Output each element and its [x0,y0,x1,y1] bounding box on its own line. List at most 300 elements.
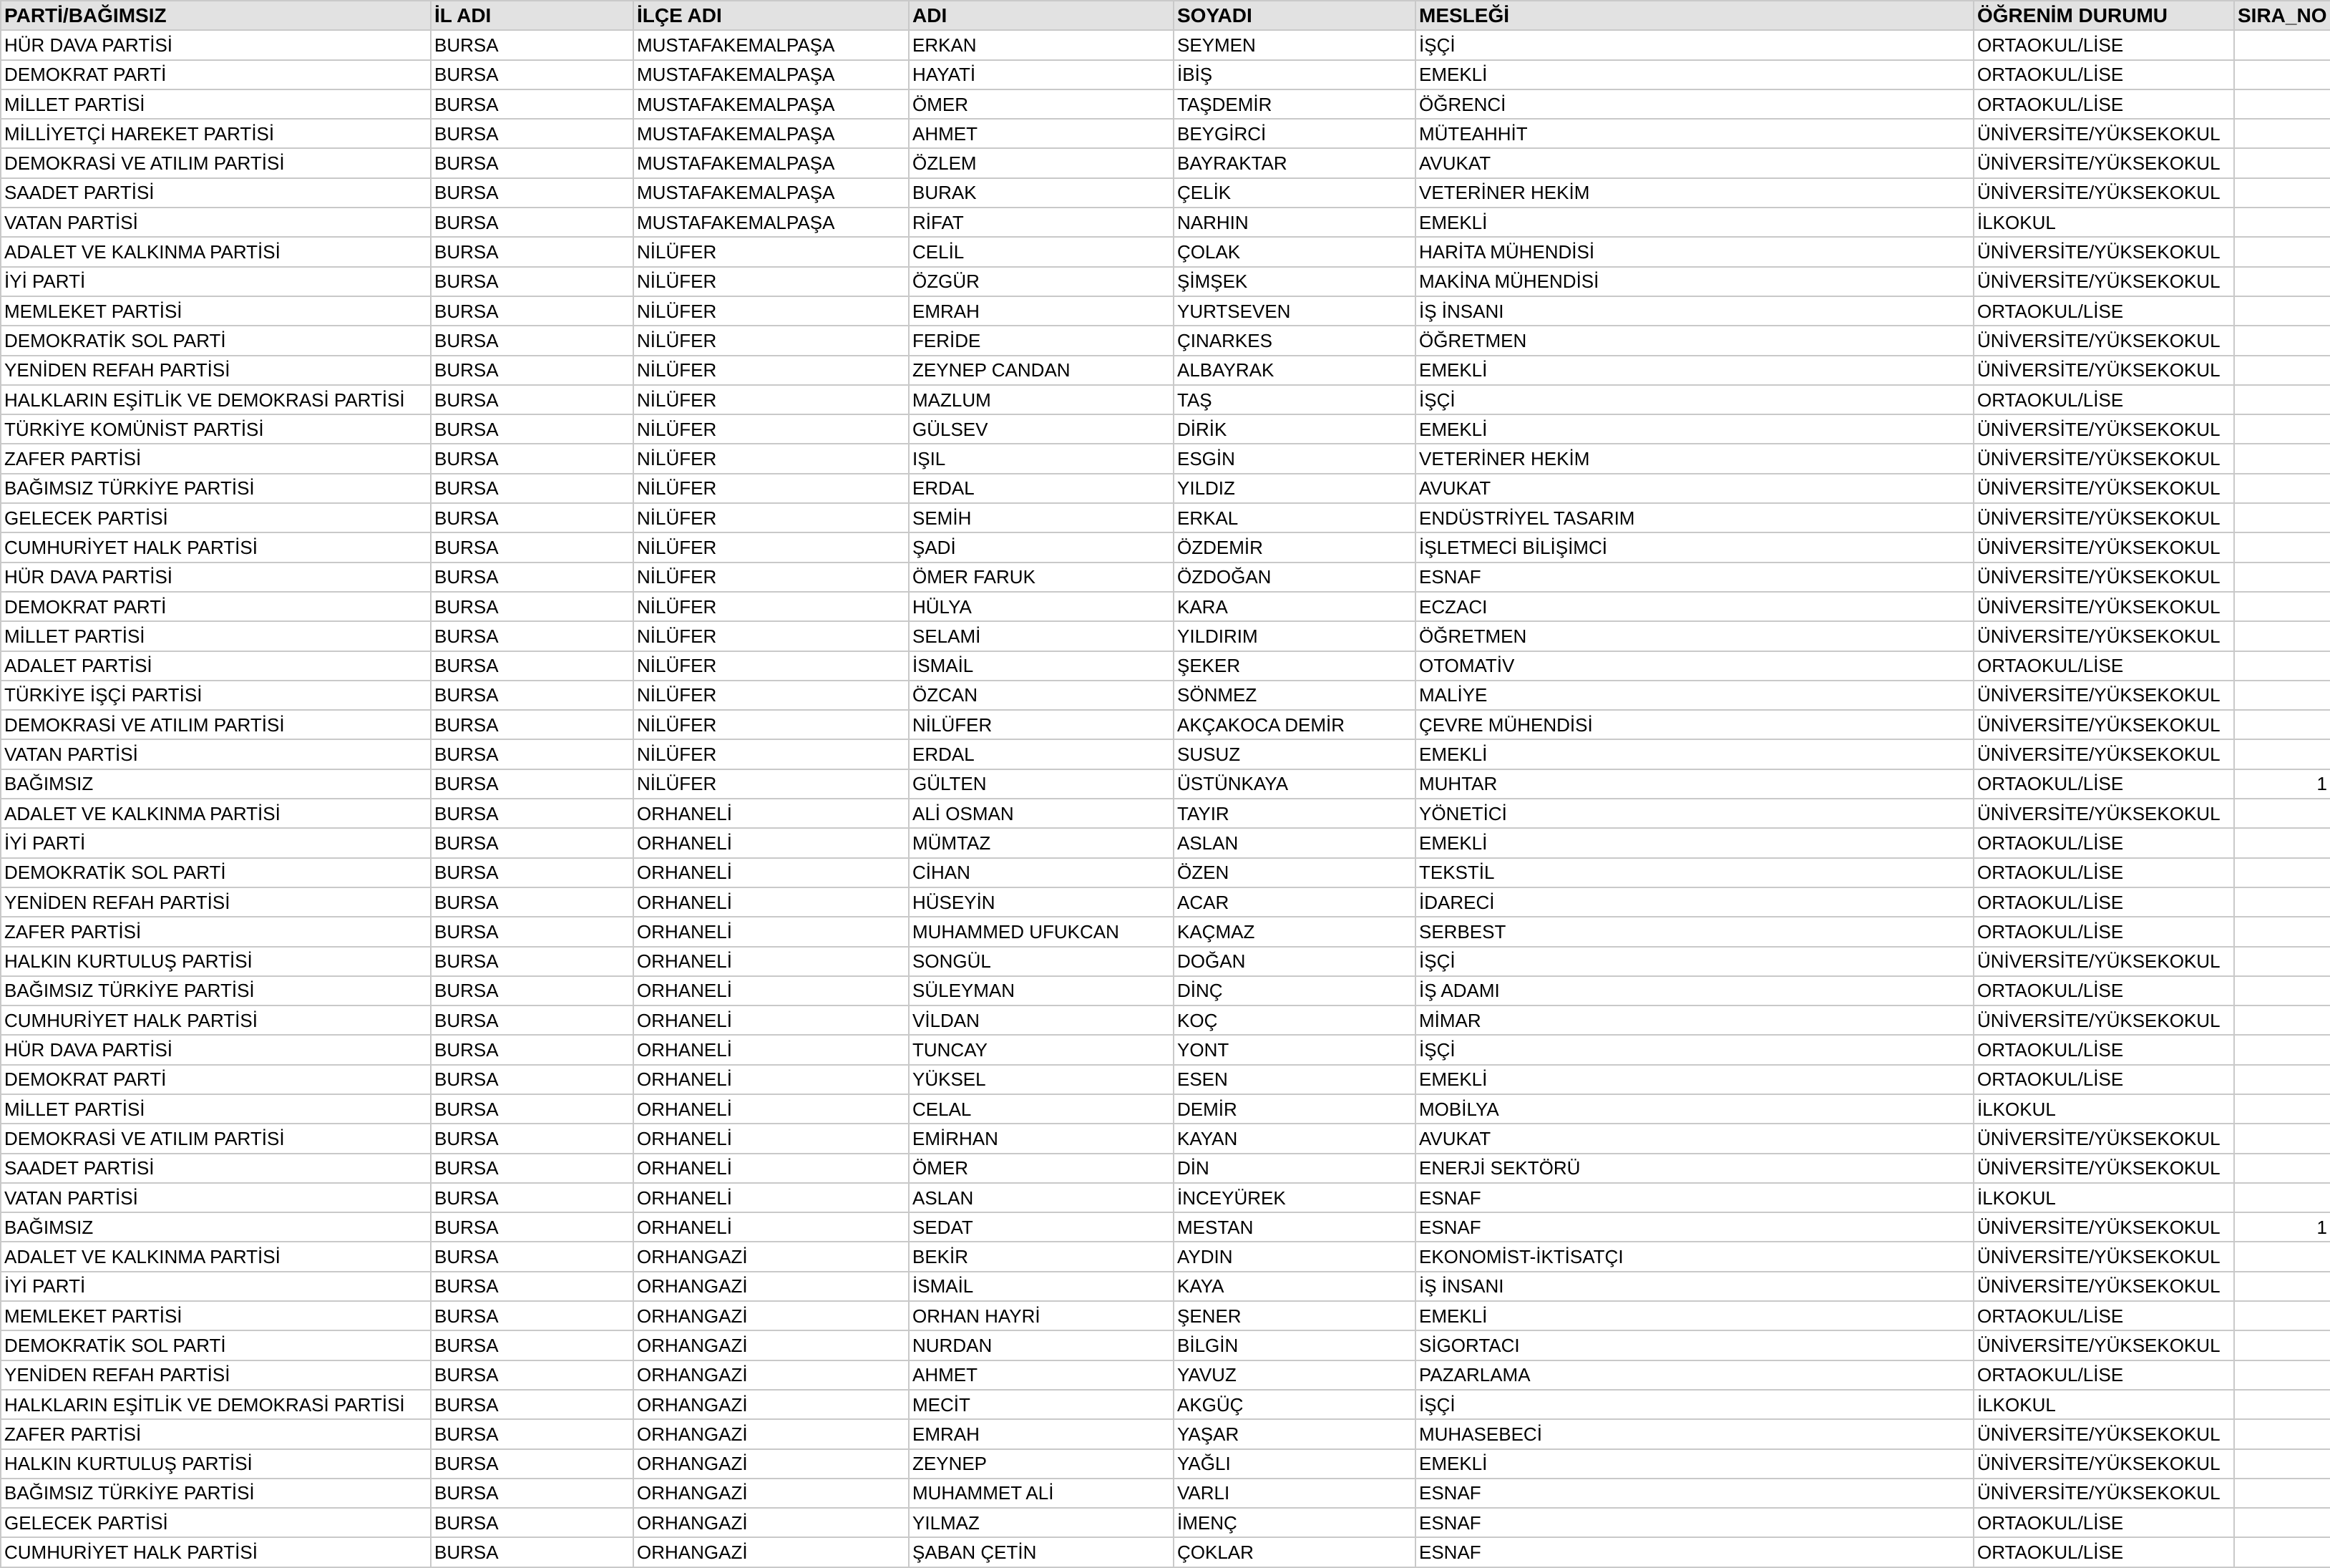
cell-party[interactable]: İYİ PARTİ [1,267,431,296]
cell-province[interactable]: BURSA [431,739,633,769]
cell-district[interactable]: ORHANGAZİ [633,1242,909,1271]
cell-education[interactable]: ORTAOKUL/LİSE [1974,1301,2234,1330]
cell-party[interactable]: MEMLEKET PARTİSİ [1,1301,431,1330]
cell-order-no[interactable] [2234,563,2330,592]
header-profession[interactable]: MESLEĞİ [1415,1,1974,30]
cell-education[interactable]: ORTAOKUL/LİSE [1974,1508,2234,1537]
header-party[interactable]: PARTİ/BAĞIMSIZ [1,1,431,30]
cell-party[interactable]: VATAN PARTİSİ [1,1183,431,1212]
cell-last-name[interactable]: NARHIN [1174,208,1415,237]
cell-first-name[interactable]: HÜLYA [909,592,1174,621]
cell-last-name[interactable]: AKGÜÇ [1174,1390,1415,1419]
cell-order-no[interactable] [2234,1094,2330,1124]
cell-province[interactable]: BURSA [431,681,633,710]
cell-order-no[interactable] [2234,385,2330,414]
cell-province[interactable]: BURSA [431,1094,633,1124]
cell-profession[interactable]: İŞÇİ [1415,947,1974,976]
cell-last-name[interactable]: YONT [1174,1035,1415,1064]
cell-last-name[interactable]: KAYAN [1174,1124,1415,1153]
cell-profession[interactable]: MÜTEAHHİT [1415,119,1974,148]
header-last-name[interactable]: SOYADI [1174,1,1415,30]
cell-profession[interactable]: EMEKLİ [1415,208,1974,237]
cell-party[interactable]: MEMLEKET PARTİSİ [1,296,431,326]
cell-education[interactable]: ÜNİVERSİTE/YÜKSEKOKUL [1974,148,2234,177]
cell-first-name[interactable]: ASLAN [909,1183,1174,1212]
cell-party[interactable]: BAĞIMSIZ [1,769,431,799]
cell-profession[interactable]: EMEKLİ [1415,60,1974,89]
cell-province[interactable]: BURSA [431,296,633,326]
cell-province[interactable]: BURSA [431,237,633,266]
cell-education[interactable]: İLKOKUL [1974,1390,2234,1419]
cell-last-name[interactable]: KAYA [1174,1272,1415,1301]
cell-last-name[interactable]: DİRİK [1174,414,1415,444]
cell-profession[interactable]: MUHTAR [1415,769,1974,799]
cell-order-no[interactable] [2234,858,2330,887]
cell-district[interactable]: ORHANGAZİ [633,1419,909,1448]
cell-profession[interactable]: İŞÇİ [1415,385,1974,414]
cell-district[interactable]: ORHANGAZİ [633,1301,909,1330]
cell-province[interactable]: BURSA [431,651,633,681]
cell-last-name[interactable]: DİN [1174,1154,1415,1183]
header-district[interactable]: İLÇE ADI [633,1,909,30]
cell-last-name[interactable]: ALBAYRAK [1174,356,1415,385]
cell-party[interactable]: CUMHURİYET HALK PARTİSİ [1,1005,431,1035]
header-first-name[interactable]: ADI [909,1,1174,30]
cell-order-no[interactable] [2234,710,2330,739]
cell-party[interactable]: HALKLARIN EŞİTLİK VE DEMOKRASİ PARTİSİ [1,385,431,414]
cell-province[interactable]: BURSA [431,563,633,592]
cell-district[interactable]: NİLÜFER [633,651,909,681]
cell-district[interactable]: ORHANELİ [633,1094,909,1124]
cell-province[interactable]: BURSA [431,1330,633,1360]
cell-last-name[interactable]: SEYMEN [1174,30,1415,59]
cell-education[interactable]: ÜNİVERSİTE/YÜKSEKOKUL [1974,621,2234,651]
cell-district[interactable]: ORHANELİ [633,1005,909,1035]
cell-education[interactable]: ÜNİVERSİTE/YÜKSEKOKUL [1974,1212,2234,1242]
cell-order-no[interactable] [2234,1390,2330,1419]
cell-first-name[interactable]: GÜLSEV [909,414,1174,444]
cell-order-no[interactable]: 1 [2234,769,2330,799]
cell-education[interactable]: ÜNİVERSİTE/YÜKSEKOKUL [1974,1449,2234,1479]
cell-education[interactable]: ÜNİVERSİTE/YÜKSEKOKUL [1974,1124,2234,1153]
cell-order-no[interactable] [2234,503,2330,532]
cell-province[interactable]: BURSA [431,178,633,208]
cell-district[interactable]: NİLÜFER [633,267,909,296]
cell-profession[interactable]: VETERİNER HEKİM [1415,178,1974,208]
cell-district[interactable]: ORHANELİ [633,1035,909,1064]
cell-profession[interactable]: ESNAF [1415,1508,1974,1537]
cell-education[interactable]: ORTAOKUL/LİSE [1974,1537,2234,1567]
cell-party[interactable]: TÜRKİYE KOMÜNİST PARTİSİ [1,414,431,444]
cell-first-name[interactable]: YILMAZ [909,1508,1174,1537]
cell-province[interactable]: BURSA [431,976,633,1005]
cell-order-no[interactable] [2234,799,2330,828]
cell-district[interactable]: ORHANELİ [633,917,909,946]
cell-order-no[interactable] [2234,681,2330,710]
cell-party[interactable]: BAĞIMSIZ TÜRKİYE PARTİSİ [1,1479,431,1508]
cell-province[interactable]: BURSA [431,1005,633,1035]
cell-party[interactable]: VATAN PARTİSİ [1,208,431,237]
cell-last-name[interactable]: ÇINARKES [1174,326,1415,355]
cell-first-name[interactable]: TUNCAY [909,1035,1174,1064]
cell-first-name[interactable]: HAYATİ [909,60,1174,89]
cell-first-name[interactable]: AHMET [909,1360,1174,1390]
cell-education[interactable]: ÜNİVERSİTE/YÜKSEKOKUL [1974,326,2234,355]
cell-education[interactable]: ORTAOKUL/LİSE [1974,858,2234,887]
cell-first-name[interactable]: ÖZLEM [909,148,1174,177]
cell-party[interactable]: YENİDEN REFAH PARTİSİ [1,887,431,917]
cell-province[interactable]: BURSA [431,1508,633,1537]
cell-district[interactable]: ORHANELİ [633,947,909,976]
cell-profession[interactable]: İŞ ADAMI [1415,976,1974,1005]
cell-order-no[interactable] [2234,60,2330,89]
cell-profession[interactable]: MAKİNA MÜHENDİSİ [1415,267,1974,296]
cell-party[interactable]: HALKLARIN EŞİTLİK VE DEMOKRASİ PARTİSİ [1,1390,431,1419]
cell-first-name[interactable]: NURDAN [909,1330,1174,1360]
cell-education[interactable]: ORTAOKUL/LİSE [1974,769,2234,799]
cell-district[interactable]: NİLÜFER [633,326,909,355]
cell-education[interactable]: ÜNİVERSİTE/YÜKSEKOKUL [1974,1272,2234,1301]
cell-first-name[interactable]: CELİL [909,237,1174,266]
cell-last-name[interactable]: KOÇ [1174,1005,1415,1035]
cell-party[interactable]: GELECEK PARTİSİ [1,503,431,532]
cell-province[interactable]: BURSA [431,1390,633,1419]
cell-party[interactable]: ZAFER PARTİSİ [1,917,431,946]
cell-first-name[interactable]: MUHAMMET ALİ [909,1479,1174,1508]
header-education[interactable]: ÖĞRENİM DURUMU [1974,1,2234,30]
cell-profession[interactable]: AVUKAT [1415,1124,1974,1153]
cell-party[interactable]: MİLLET PARTİSİ [1,89,431,119]
cell-profession[interactable]: ECZACI [1415,592,1974,621]
cell-education[interactable]: ÜNİVERSİTE/YÜKSEKOKUL [1974,1154,2234,1183]
cell-first-name[interactable]: VİLDAN [909,1005,1174,1035]
cell-profession[interactable]: HARİTA MÜHENDİSİ [1415,237,1974,266]
cell-first-name[interactable]: ÖZCAN [909,681,1174,710]
cell-first-name[interactable]: İSMAİL [909,1272,1174,1301]
cell-province[interactable]: BURSA [431,917,633,946]
cell-district[interactable]: NİLÜFER [633,414,909,444]
cell-first-name[interactable]: ZEYNEP CANDAN [909,356,1174,385]
cell-first-name[interactable]: ŞABAN ÇETİN [909,1537,1174,1567]
cell-first-name[interactable]: ŞADİ [909,532,1174,562]
cell-last-name[interactable]: ÜSTÜNKAYA [1174,769,1415,799]
cell-district[interactable]: MUSTAFAKEMALPAŞA [633,89,909,119]
cell-party[interactable]: YENİDEN REFAH PARTİSİ [1,1360,431,1390]
cell-first-name[interactable]: ÖMER FARUK [909,563,1174,592]
cell-order-no[interactable] [2234,1242,2330,1271]
cell-order-no[interactable] [2234,30,2330,59]
cell-last-name[interactable]: YILDIRIM [1174,621,1415,651]
cell-party[interactable]: BAĞIMSIZ [1,1212,431,1242]
cell-party[interactable]: ADALET VE KALKINMA PARTİSİ [1,237,431,266]
cell-order-no[interactable] [2234,1301,2330,1330]
cell-district[interactable]: NİLÜFER [633,621,909,651]
cell-order-no[interactable] [2234,1360,2330,1390]
cell-last-name[interactable]: KAÇMAZ [1174,917,1415,946]
cell-district[interactable]: NİLÜFER [633,503,909,532]
cell-order-no[interactable] [2234,1065,2330,1094]
cell-last-name[interactable]: BİLGİN [1174,1330,1415,1360]
cell-first-name[interactable]: İSMAİL [909,651,1174,681]
cell-profession[interactable]: İŞ İNSANI [1415,1272,1974,1301]
cell-profession[interactable]: MALİYE [1415,681,1974,710]
cell-party[interactable]: YENİDEN REFAH PARTİSİ [1,356,431,385]
cell-education[interactable]: ÜNİVERSİTE/YÜKSEKOKUL [1974,503,2234,532]
cell-first-name[interactable]: ORHAN HAYRİ [909,1301,1174,1330]
header-province[interactable]: İL ADI [431,1,633,30]
cell-province[interactable]: BURSA [431,30,633,59]
cell-profession[interactable]: YÖNETİCİ [1415,799,1974,828]
cell-first-name[interactable]: ERDAL [909,739,1174,769]
cell-province[interactable]: BURSA [431,858,633,887]
cell-district[interactable]: MUSTAFAKEMALPAŞA [633,178,909,208]
cell-education[interactable]: ÜNİVERSİTE/YÜKSEKOKUL [1974,444,2234,473]
cell-last-name[interactable]: KARA [1174,592,1415,621]
cell-order-no[interactable] [2234,917,2330,946]
cell-education[interactable]: ORTAOKUL/LİSE [1974,60,2234,89]
cell-last-name[interactable]: YAĞLI [1174,1449,1415,1479]
cell-education[interactable]: ÜNİVERSİTE/YÜKSEKOKUL [1974,1005,2234,1035]
cell-district[interactable]: MUSTAFAKEMALPAŞA [633,148,909,177]
cell-first-name[interactable]: BURAK [909,178,1174,208]
cell-profession[interactable]: EMEKLİ [1415,1301,1974,1330]
cell-order-no[interactable] [2234,976,2330,1005]
cell-district[interactable]: ORHANELİ [633,976,909,1005]
cell-last-name[interactable]: BAYRAKTAR [1174,148,1415,177]
cell-order-no[interactable] [2234,947,2330,976]
cell-profession[interactable]: PAZARLAMA [1415,1360,1974,1390]
cell-profession[interactable]: İŞÇİ [1415,30,1974,59]
cell-first-name[interactable]: ÖMER [909,1154,1174,1183]
cell-last-name[interactable]: VARLI [1174,1479,1415,1508]
cell-education[interactable]: ÜNİVERSİTE/YÜKSEKOKUL [1974,947,2234,976]
cell-province[interactable]: BURSA [431,208,633,237]
cell-profession[interactable]: EMEKLİ [1415,1449,1974,1479]
cell-order-no[interactable] [2234,1419,2330,1448]
cell-education[interactable]: ORTAOKUL/LİSE [1974,828,2234,857]
cell-first-name[interactable]: EMRAH [909,296,1174,326]
cell-province[interactable]: BURSA [431,89,633,119]
cell-last-name[interactable]: İBİŞ [1174,60,1415,89]
cell-first-name[interactable]: HÜSEYİN [909,887,1174,917]
cell-profession[interactable]: ÖĞRENCİ [1415,89,1974,119]
cell-order-no[interactable] [2234,148,2330,177]
cell-party[interactable]: GELECEK PARTİSİ [1,1508,431,1537]
cell-province[interactable]: BURSA [431,474,633,503]
cell-province[interactable]: BURSA [431,1301,633,1330]
cell-order-no[interactable] [2234,651,2330,681]
cell-district[interactable]: NİLÜFER [633,739,909,769]
cell-education[interactable]: ORTAOKUL/LİSE [1974,89,2234,119]
cell-last-name[interactable]: YAŞAR [1174,1419,1415,1448]
cell-profession[interactable]: EMEKLİ [1415,356,1974,385]
cell-last-name[interactable]: İNCEYÜREK [1174,1183,1415,1212]
cell-first-name[interactable]: MAZLUM [909,385,1174,414]
cell-first-name[interactable]: SÜLEYMAN [909,976,1174,1005]
cell-province[interactable]: BURSA [431,1419,633,1448]
cell-district[interactable]: NİLÜFER [633,532,909,562]
cell-province[interactable]: BURSA [431,1272,633,1301]
cell-party[interactable]: DEMOKRATİK SOL PARTİ [1,1330,431,1360]
cell-profession[interactable]: MUHASEBECİ [1415,1419,1974,1448]
cell-province[interactable]: BURSA [431,1065,633,1094]
cell-district[interactable]: ORHANGAZİ [633,1449,909,1479]
cell-order-no[interactable] [2234,356,2330,385]
cell-education[interactable]: ÜNİVERSİTE/YÜKSEKOKUL [1974,532,2234,562]
cell-last-name[interactable]: ŞİMŞEK [1174,267,1415,296]
cell-profession[interactable]: SİGORTACI [1415,1330,1974,1360]
cell-district[interactable]: MUSTAFAKEMALPAŞA [633,30,909,59]
cell-district[interactable]: ORHANELİ [633,887,909,917]
cell-profession[interactable]: ÇEVRE MÜHENDİSİ [1415,710,1974,739]
cell-profession[interactable]: AVUKAT [1415,474,1974,503]
cell-party[interactable]: BAĞIMSIZ TÜRKİYE PARTİSİ [1,976,431,1005]
cell-province[interactable]: BURSA [431,1449,633,1479]
cell-province[interactable]: BURSA [431,444,633,473]
cell-party[interactable]: BAĞIMSIZ TÜRKİYE PARTİSİ [1,474,431,503]
cell-district[interactable]: ORHANGAZİ [633,1360,909,1390]
cell-party[interactable]: TÜRKİYE İŞÇİ PARTİSİ [1,681,431,710]
cell-district[interactable]: ORHANGAZİ [633,1272,909,1301]
cell-party[interactable]: DEMOKRAT PARTİ [1,1065,431,1094]
cell-education[interactable]: ÜNİVERSİTE/YÜKSEKOKUL [1974,1242,2234,1271]
cell-education[interactable]: ÜNİVERSİTE/YÜKSEKOKUL [1974,1330,2234,1360]
cell-education[interactable]: ORTAOKUL/LİSE [1974,30,2234,59]
cell-last-name[interactable]: DEMİR [1174,1094,1415,1124]
cell-education[interactable]: ÜNİVERSİTE/YÜKSEKOKUL [1974,1419,2234,1448]
cell-order-no[interactable] [2234,89,2330,119]
cell-party[interactable]: ADALET VE KALKINMA PARTİSİ [1,1242,431,1271]
cell-district[interactable]: ORHANGAZİ [633,1390,909,1419]
cell-order-no[interactable] [2234,887,2330,917]
cell-district[interactable]: NİLÜFER [633,710,909,739]
cell-profession[interactable]: ESNAF [1415,1479,1974,1508]
cell-party[interactable]: VATAN PARTİSİ [1,739,431,769]
cell-profession[interactable]: İŞÇİ [1415,1390,1974,1419]
cell-profession[interactable]: EMEKLİ [1415,1065,1974,1094]
cell-order-no[interactable] [2234,592,2330,621]
cell-last-name[interactable]: SUSUZ [1174,739,1415,769]
cell-district[interactable]: ORHANELİ [633,1183,909,1212]
cell-last-name[interactable]: SÖNMEZ [1174,681,1415,710]
cell-first-name[interactable]: ERKAN [909,30,1174,59]
cell-education[interactable]: ÜNİVERSİTE/YÜKSEKOKUL [1974,356,2234,385]
cell-first-name[interactable]: CELAL [909,1094,1174,1124]
cell-profession[interactable]: ÖĞRETMEN [1415,621,1974,651]
cell-order-no[interactable] [2234,326,2330,355]
cell-last-name[interactable]: ÇOKLAR [1174,1537,1415,1567]
cell-order-no[interactable] [2234,267,2330,296]
cell-profession[interactable]: MOBİLYA [1415,1094,1974,1124]
cell-party[interactable]: MİLLİYETÇİ HAREKET PARTİSİ [1,119,431,148]
cell-province[interactable]: BURSA [431,1212,633,1242]
cell-last-name[interactable]: ŞENER [1174,1301,1415,1330]
cell-last-name[interactable]: ÖZEN [1174,858,1415,887]
cell-province[interactable]: BURSA [431,503,633,532]
cell-education[interactable]: ÜNİVERSİTE/YÜKSEKOKUL [1974,681,2234,710]
cell-order-no[interactable] [2234,237,2330,266]
cell-province[interactable]: BURSA [431,799,633,828]
cell-profession[interactable]: EMEKLİ [1415,828,1974,857]
cell-first-name[interactable]: NİLÜFER [909,710,1174,739]
cell-education[interactable]: ÜNİVERSİTE/YÜKSEKOKUL [1974,237,2234,266]
cell-party[interactable]: MİLLET PARTİSİ [1,1094,431,1124]
cell-first-name[interactable]: ÖZGÜR [909,267,1174,296]
cell-last-name[interactable]: AYDIN [1174,1242,1415,1271]
cell-order-no[interactable] [2234,1537,2330,1567]
cell-first-name[interactable]: YÜKSEL [909,1065,1174,1094]
cell-province[interactable]: BURSA [431,947,633,976]
cell-education[interactable]: İLKOKUL [1974,1183,2234,1212]
cell-party[interactable]: İYİ PARTİ [1,828,431,857]
cell-order-no[interactable] [2234,444,2330,473]
cell-last-name[interactable]: YILDIZ [1174,474,1415,503]
cell-district[interactable]: NİLÜFER [633,681,909,710]
cell-district[interactable]: NİLÜFER [633,296,909,326]
cell-profession[interactable]: ENDÜSTRİYEL TASARIM [1415,503,1974,532]
cell-party[interactable]: DEMOKRAT PARTİ [1,60,431,89]
cell-profession[interactable]: TEKSTİL [1415,858,1974,887]
cell-province[interactable]: BURSA [431,1124,633,1153]
cell-last-name[interactable]: TAYIR [1174,799,1415,828]
cell-education[interactable]: ÜNİVERSİTE/YÜKSEKOKUL [1974,592,2234,621]
cell-first-name[interactable]: EMİRHAN [909,1124,1174,1153]
cell-last-name[interactable]: TAŞDEMİR [1174,89,1415,119]
cell-party[interactable]: ZAFER PARTİSİ [1,1419,431,1448]
cell-education[interactable]: ÜNİVERSİTE/YÜKSEKOKUL [1974,178,2234,208]
cell-education[interactable]: İLKOKUL [1974,208,2234,237]
cell-party[interactable]: HÜR DAVA PARTİSİ [1,563,431,592]
cell-province[interactable]: BURSA [431,532,633,562]
cell-education[interactable]: ORTAOKUL/LİSE [1974,1035,2234,1064]
cell-party[interactable]: DEMOKRATİK SOL PARTİ [1,326,431,355]
cell-first-name[interactable]: BEKİR [909,1242,1174,1271]
cell-last-name[interactable]: BEYGİRCİ [1174,119,1415,148]
cell-district[interactable]: ORHANELİ [633,799,909,828]
cell-first-name[interactable]: MUHAMMED UFUKCAN [909,917,1174,946]
cell-profession[interactable]: VETERİNER HEKİM [1415,444,1974,473]
cell-province[interactable]: BURSA [431,60,633,89]
cell-order-no[interactable] [2234,119,2330,148]
cell-district[interactable]: NİLÜFER [633,592,909,621]
cell-last-name[interactable]: ESEN [1174,1065,1415,1094]
cell-profession[interactable]: ESNAF [1415,1537,1974,1567]
cell-education[interactable]: ORTAOKUL/LİSE [1974,296,2234,326]
cell-first-name[interactable]: MECİT [909,1390,1174,1419]
cell-district[interactable]: ORHANGAZİ [633,1508,909,1537]
cell-district[interactable]: ORHANGAZİ [633,1479,909,1508]
cell-education[interactable]: ORTAOKUL/LİSE [1974,917,2234,946]
cell-education[interactable]: ÜNİVERSİTE/YÜKSEKOKUL [1974,799,2234,828]
cell-first-name[interactable]: SEMİH [909,503,1174,532]
cell-education[interactable]: ÜNİVERSİTE/YÜKSEKOKUL [1974,1479,2234,1508]
cell-party[interactable]: HALKIN KURTULUŞ PARTİSİ [1,1449,431,1479]
cell-order-no[interactable] [2234,474,2330,503]
cell-profession[interactable]: İŞ İNSANI [1415,296,1974,326]
cell-province[interactable]: BURSA [431,710,633,739]
cell-first-name[interactable]: SONGÜL [909,947,1174,976]
cell-first-name[interactable]: ZEYNEP [909,1449,1174,1479]
cell-first-name[interactable]: FERİDE [909,326,1174,355]
cell-district[interactable]: ORHANELİ [633,1154,909,1183]
cell-order-no[interactable] [2234,532,2330,562]
cell-last-name[interactable]: ERKAL [1174,503,1415,532]
cell-first-name[interactable]: ALİ OSMAN [909,799,1174,828]
cell-education[interactable]: ORTAOKUL/LİSE [1974,651,2234,681]
cell-party[interactable]: HALKIN KURTULUŞ PARTİSİ [1,947,431,976]
cell-district[interactable]: MUSTAFAKEMALPAŞA [633,119,909,148]
cell-party[interactable]: ADALET VE KALKINMA PARTİSİ [1,799,431,828]
